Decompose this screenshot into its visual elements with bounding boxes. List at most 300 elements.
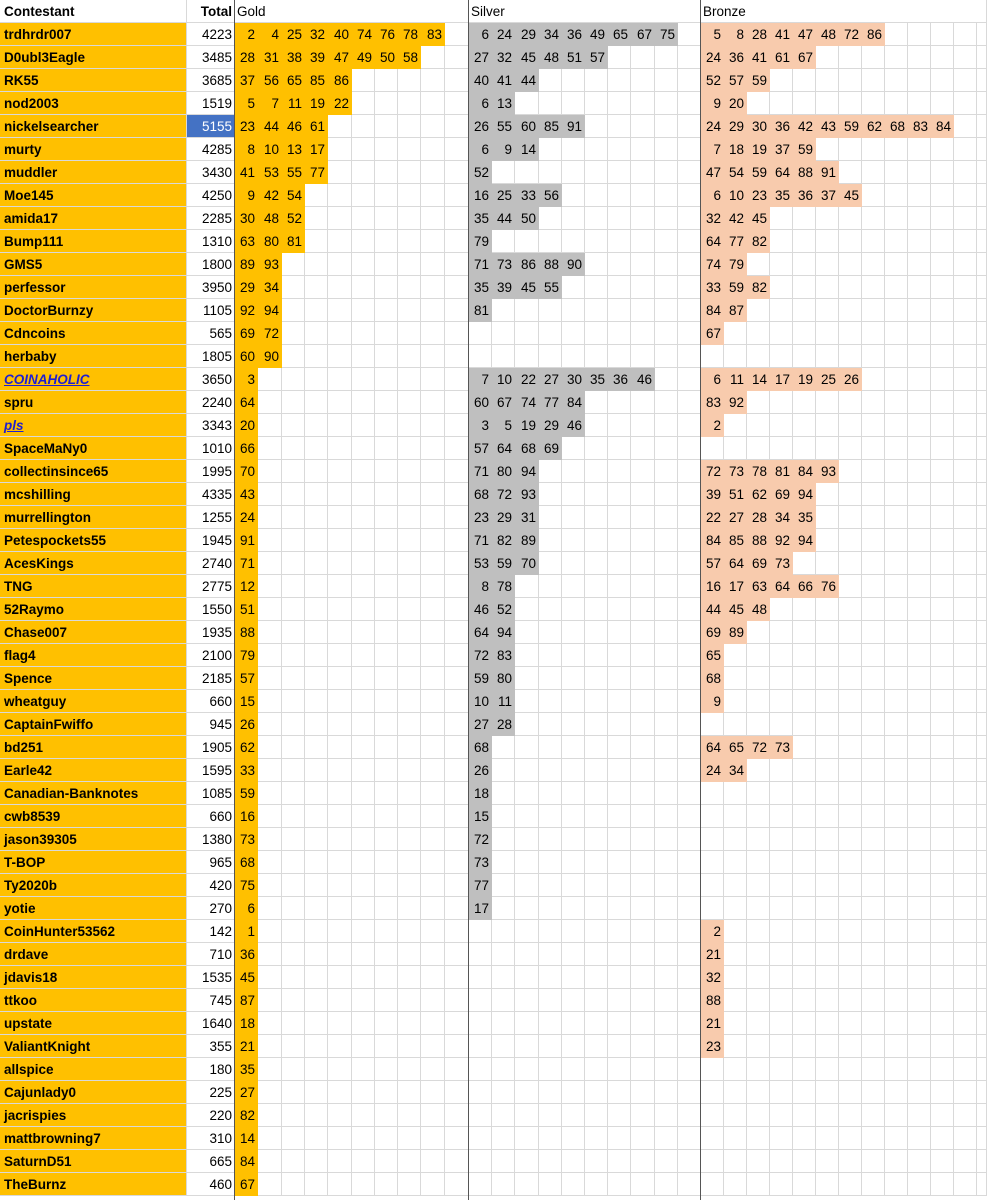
- contestant-name[interactable]: DoctorBurnzy: [0, 299, 187, 322]
- empty-cell[interactable]: [770, 230, 793, 253]
- empty-cell[interactable]: [585, 1104, 608, 1127]
- empty-cell[interactable]: [562, 437, 585, 460]
- empty-cell[interactable]: [747, 943, 770, 966]
- empty-cell[interactable]: [747, 874, 770, 897]
- empty-cell[interactable]: [862, 1150, 885, 1173]
- empty-cell[interactable]: [908, 598, 931, 621]
- empty-cell[interactable]: [469, 966, 492, 989]
- silver-value[interactable]: 18: [469, 782, 492, 805]
- empty-cell[interactable]: [954, 460, 977, 483]
- empty-cell[interactable]: [631, 736, 655, 759]
- silver-value[interactable]: 71: [469, 460, 492, 483]
- empty-cell[interactable]: [954, 437, 977, 460]
- empty-cell[interactable]: [631, 805, 655, 828]
- empty-cell[interactable]: [539, 207, 562, 230]
- gold-value[interactable]: 3: [235, 368, 258, 391]
- empty-cell[interactable]: [793, 253, 816, 276]
- empty-cell[interactable]: [562, 644, 585, 667]
- empty-cell[interactable]: [954, 552, 977, 575]
- gold-value[interactable]: 72: [258, 322, 282, 345]
- empty-cell[interactable]: [954, 874, 977, 897]
- bronze-value[interactable]: 64: [701, 230, 724, 253]
- empty-cell[interactable]: [282, 897, 305, 920]
- silver-value[interactable]: 10: [492, 368, 515, 391]
- bronze-value[interactable]: 17: [724, 575, 747, 598]
- empty-cell[interactable]: [421, 115, 445, 138]
- empty-cell[interactable]: [469, 1081, 492, 1104]
- silver-value[interactable]: 49: [585, 23, 608, 46]
- empty-cell[interactable]: [421, 667, 445, 690]
- empty-cell[interactable]: [585, 713, 608, 736]
- bronze-value[interactable]: 65: [701, 644, 724, 667]
- empty-cell[interactable]: [585, 575, 608, 598]
- empty-cell[interactable]: [678, 713, 701, 736]
- empty-cell[interactable]: [931, 874, 954, 897]
- empty-cell[interactable]: [608, 897, 631, 920]
- total-cell[interactable]: 142: [187, 920, 235, 943]
- bronze-value[interactable]: 14: [747, 368, 770, 391]
- empty-cell[interactable]: [678, 529, 701, 552]
- empty-cell[interactable]: [585, 414, 608, 437]
- bronze-value[interactable]: 67: [793, 46, 816, 69]
- empty-cell[interactable]: [305, 529, 328, 552]
- total-cell[interactable]: 2100: [187, 644, 235, 667]
- empty-cell[interactable]: [678, 851, 701, 874]
- silver-value[interactable]: 40: [469, 69, 492, 92]
- empty-cell[interactable]: [282, 667, 305, 690]
- empty-cell[interactable]: [908, 989, 931, 1012]
- bronze-value[interactable]: 84: [701, 529, 724, 552]
- empty-cell[interactable]: [421, 782, 445, 805]
- empty-cell[interactable]: [258, 966, 282, 989]
- empty-cell[interactable]: [678, 552, 701, 575]
- empty-cell[interactable]: [816, 46, 839, 69]
- empty-cell[interactable]: [608, 736, 631, 759]
- contestant-name[interactable]: murty: [0, 138, 187, 161]
- gold-value[interactable]: 14: [235, 1127, 258, 1150]
- empty-cell[interactable]: [539, 299, 562, 322]
- empty-cell[interactable]: [931, 552, 954, 575]
- empty-cell[interactable]: [539, 345, 562, 368]
- empty-cell[interactable]: [375, 1127, 398, 1150]
- empty-cell[interactable]: [539, 138, 562, 161]
- empty-cell[interactable]: [539, 92, 562, 115]
- total-cell[interactable]: 2740: [187, 552, 235, 575]
- empty-cell[interactable]: [931, 46, 954, 69]
- empty-cell[interactable]: [816, 138, 839, 161]
- empty-cell[interactable]: [839, 621, 862, 644]
- silver-value[interactable]: 14: [515, 138, 539, 161]
- empty-cell[interactable]: [515, 161, 539, 184]
- empty-cell[interactable]: [655, 115, 678, 138]
- bronze-value[interactable]: 88: [793, 161, 816, 184]
- empty-cell[interactable]: [954, 690, 977, 713]
- empty-cell[interactable]: [678, 828, 701, 851]
- empty-cell[interactable]: [608, 207, 631, 230]
- total-cell[interactable]: 1010: [187, 437, 235, 460]
- empty-cell[interactable]: [492, 1058, 515, 1081]
- empty-cell[interactable]: [398, 897, 421, 920]
- empty-cell[interactable]: [562, 1012, 585, 1035]
- empty-cell[interactable]: [398, 1012, 421, 1035]
- empty-cell[interactable]: [352, 115, 375, 138]
- empty-cell[interactable]: [398, 368, 421, 391]
- empty-cell[interactable]: [631, 621, 655, 644]
- empty-cell[interactable]: [282, 529, 305, 552]
- gold-value[interactable]: 30: [235, 207, 258, 230]
- empty-cell[interactable]: [885, 1012, 908, 1035]
- empty-cell[interactable]: [678, 345, 701, 368]
- empty-cell[interactable]: [398, 713, 421, 736]
- empty-cell[interactable]: [445, 92, 469, 115]
- empty-cell[interactable]: [375, 345, 398, 368]
- bronze-value[interactable]: 28: [747, 506, 770, 529]
- empty-cell[interactable]: [352, 1081, 375, 1104]
- empty-cell[interactable]: [631, 483, 655, 506]
- empty-cell[interactable]: [305, 920, 328, 943]
- empty-cell[interactable]: [862, 943, 885, 966]
- empty-cell[interactable]: [305, 782, 328, 805]
- total-cell[interactable]: 5155: [187, 115, 235, 138]
- empty-cell[interactable]: [908, 299, 931, 322]
- empty-cell[interactable]: [839, 253, 862, 276]
- empty-cell[interactable]: [793, 920, 816, 943]
- empty-cell[interactable]: [977, 1058, 987, 1081]
- empty-cell[interactable]: [608, 874, 631, 897]
- bronze-value[interactable]: 41: [770, 23, 793, 46]
- empty-cell[interactable]: [375, 437, 398, 460]
- empty-cell[interactable]: [977, 460, 987, 483]
- gold-value[interactable]: 16: [235, 805, 258, 828]
- empty-cell[interactable]: [954, 897, 977, 920]
- empty-cell[interactable]: [816, 1081, 839, 1104]
- empty-cell[interactable]: [539, 759, 562, 782]
- silver-value[interactable]: 15: [469, 805, 492, 828]
- empty-cell[interactable]: [469, 1104, 492, 1127]
- empty-cell[interactable]: [770, 667, 793, 690]
- bronze-value[interactable]: 94: [793, 483, 816, 506]
- empty-cell[interactable]: [282, 1173, 305, 1196]
- empty-cell[interactable]: [258, 598, 282, 621]
- gold-value[interactable]: 76: [375, 23, 398, 46]
- gold-value[interactable]: 40: [328, 23, 352, 46]
- empty-cell[interactable]: [492, 966, 515, 989]
- bronze-value[interactable]: 64: [770, 161, 793, 184]
- gold-value[interactable]: 52: [282, 207, 305, 230]
- empty-cell[interactable]: [631, 69, 655, 92]
- empty-cell[interactable]: [282, 483, 305, 506]
- bronze-value[interactable]: 82: [747, 230, 770, 253]
- bronze-value[interactable]: 64: [724, 552, 747, 575]
- empty-cell[interactable]: [608, 276, 631, 299]
- silver-value[interactable]: 44: [515, 69, 539, 92]
- empty-cell[interactable]: [282, 690, 305, 713]
- empty-cell[interactable]: [908, 253, 931, 276]
- empty-cell[interactable]: [398, 943, 421, 966]
- empty-cell[interactable]: [282, 460, 305, 483]
- empty-cell[interactable]: [469, 1012, 492, 1035]
- empty-cell[interactable]: [421, 828, 445, 851]
- bronze-value[interactable]: 39: [701, 483, 724, 506]
- empty-cell[interactable]: [562, 736, 585, 759]
- gold-value[interactable]: 70: [235, 460, 258, 483]
- empty-cell[interactable]: [562, 598, 585, 621]
- empty-cell[interactable]: [631, 1012, 655, 1035]
- empty-cell[interactable]: [608, 184, 631, 207]
- bronze-value[interactable]: 74: [701, 253, 724, 276]
- empty-cell[interactable]: [885, 161, 908, 184]
- empty-cell[interactable]: [977, 437, 987, 460]
- empty-cell[interactable]: [398, 1173, 421, 1196]
- silver-value[interactable]: 70: [515, 552, 539, 575]
- empty-cell[interactable]: [282, 1127, 305, 1150]
- contestant-name[interactable]: wheatguy: [0, 690, 187, 713]
- silver-value[interactable]: 29: [539, 414, 562, 437]
- empty-cell[interactable]: [678, 161, 701, 184]
- contestant-name[interactable]: pls: [0, 414, 187, 437]
- empty-cell[interactable]: [352, 1127, 375, 1150]
- empty-cell[interactable]: [562, 506, 585, 529]
- bronze-value[interactable]: 35: [793, 506, 816, 529]
- empty-cell[interactable]: [655, 391, 678, 414]
- empty-cell[interactable]: [954, 920, 977, 943]
- empty-cell[interactable]: [885, 713, 908, 736]
- empty-cell[interactable]: [885, 943, 908, 966]
- empty-cell[interactable]: [816, 759, 839, 782]
- empty-cell[interactable]: [885, 437, 908, 460]
- empty-cell[interactable]: [770, 1081, 793, 1104]
- empty-cell[interactable]: [885, 828, 908, 851]
- empty-cell[interactable]: [352, 552, 375, 575]
- empty-cell[interactable]: [793, 667, 816, 690]
- empty-cell[interactable]: [954, 1081, 977, 1104]
- empty-cell[interactable]: [839, 920, 862, 943]
- silver-value[interactable]: 65: [608, 23, 631, 46]
- empty-cell[interactable]: [539, 690, 562, 713]
- empty-cell[interactable]: [421, 437, 445, 460]
- empty-cell[interactable]: [375, 506, 398, 529]
- empty-cell[interactable]: [885, 23, 908, 46]
- empty-cell[interactable]: [328, 989, 352, 1012]
- gold-value[interactable]: 80: [258, 230, 282, 253]
- bronze-value[interactable]: 73: [724, 460, 747, 483]
- empty-cell[interactable]: [608, 69, 631, 92]
- silver-value[interactable]: 80: [492, 667, 515, 690]
- empty-cell[interactable]: [398, 782, 421, 805]
- empty-cell[interactable]: [562, 138, 585, 161]
- empty-cell[interactable]: [770, 644, 793, 667]
- empty-cell[interactable]: [608, 161, 631, 184]
- empty-cell[interactable]: [655, 713, 678, 736]
- empty-cell[interactable]: [585, 230, 608, 253]
- total-cell[interactable]: 565: [187, 322, 235, 345]
- empty-cell[interactable]: [562, 299, 585, 322]
- gold-value[interactable]: 78: [398, 23, 421, 46]
- empty-cell[interactable]: [631, 920, 655, 943]
- empty-cell[interactable]: [282, 989, 305, 1012]
- empty-cell[interactable]: [445, 529, 469, 552]
- empty-cell[interactable]: [539, 506, 562, 529]
- empty-cell[interactable]: [631, 529, 655, 552]
- empty-cell[interactable]: [305, 1058, 328, 1081]
- contestant-name[interactable]: cwb8539: [0, 805, 187, 828]
- silver-value[interactable]: 86: [515, 253, 539, 276]
- empty-cell[interactable]: [608, 92, 631, 115]
- gold-value[interactable]: 86: [328, 69, 352, 92]
- empty-cell[interactable]: [562, 92, 585, 115]
- empty-cell[interactable]: [954, 644, 977, 667]
- empty-cell[interactable]: [585, 621, 608, 644]
- empty-cell[interactable]: [421, 46, 445, 69]
- bronze-value[interactable]: 9: [701, 92, 724, 115]
- gold-value[interactable]: 61: [305, 115, 328, 138]
- empty-cell[interactable]: [421, 943, 445, 966]
- empty-cell[interactable]: [931, 897, 954, 920]
- empty-cell[interactable]: [539, 1150, 562, 1173]
- empty-cell[interactable]: [770, 345, 793, 368]
- empty-cell[interactable]: [839, 1127, 862, 1150]
- bronze-value[interactable]: 44: [701, 598, 724, 621]
- contestant-name[interactable]: Bump111: [0, 230, 187, 253]
- empty-cell[interactable]: [655, 1058, 678, 1081]
- empty-cell[interactable]: [816, 989, 839, 1012]
- empty-cell[interactable]: [562, 1035, 585, 1058]
- empty-cell[interactable]: [678, 391, 701, 414]
- empty-cell[interactable]: [678, 759, 701, 782]
- empty-cell[interactable]: [562, 1150, 585, 1173]
- empty-cell[interactable]: [305, 690, 328, 713]
- silver-value[interactable]: 52: [492, 598, 515, 621]
- gold-value[interactable]: 54: [282, 184, 305, 207]
- empty-cell[interactable]: [328, 736, 352, 759]
- empty-cell[interactable]: [539, 736, 562, 759]
- total-cell[interactable]: 1519: [187, 92, 235, 115]
- bronze-value[interactable]: 36: [770, 115, 793, 138]
- total-cell[interactable]: 1935: [187, 621, 235, 644]
- empty-cell[interactable]: [862, 1035, 885, 1058]
- empty-cell[interactable]: [305, 460, 328, 483]
- silver-value[interactable]: 26: [469, 759, 492, 782]
- empty-cell[interactable]: [678, 575, 701, 598]
- empty-cell[interactable]: [908, 851, 931, 874]
- empty-cell[interactable]: [839, 437, 862, 460]
- total-cell[interactable]: 3485: [187, 46, 235, 69]
- empty-cell[interactable]: [562, 690, 585, 713]
- empty-cell[interactable]: [885, 276, 908, 299]
- empty-cell[interactable]: [258, 943, 282, 966]
- empty-cell[interactable]: [258, 1035, 282, 1058]
- empty-cell[interactable]: [631, 874, 655, 897]
- empty-cell[interactable]: [931, 1081, 954, 1104]
- empty-cell[interactable]: [655, 437, 678, 460]
- empty-cell[interactable]: [539, 460, 562, 483]
- bronze-value[interactable]: 28: [747, 23, 770, 46]
- bronze-value[interactable]: 81: [770, 460, 793, 483]
- empty-cell[interactable]: [816, 207, 839, 230]
- empty-cell[interactable]: [585, 598, 608, 621]
- empty-cell[interactable]: [724, 920, 747, 943]
- empty-cell[interactable]: [724, 1081, 747, 1104]
- empty-cell[interactable]: [631, 1173, 655, 1196]
- contestant-name[interactable]: AcesKings: [0, 552, 187, 575]
- empty-cell[interactable]: [839, 1173, 862, 1196]
- empty-cell[interactable]: [608, 437, 631, 460]
- empty-cell[interactable]: [539, 966, 562, 989]
- empty-cell[interactable]: [770, 69, 793, 92]
- empty-cell[interactable]: [655, 644, 678, 667]
- empty-cell[interactable]: [375, 644, 398, 667]
- empty-cell[interactable]: [862, 529, 885, 552]
- contestant-name[interactable]: Chase007: [0, 621, 187, 644]
- empty-cell[interactable]: [655, 575, 678, 598]
- empty-cell[interactable]: [398, 345, 421, 368]
- empty-cell[interactable]: [954, 161, 977, 184]
- gold-value[interactable]: 55: [282, 161, 305, 184]
- total-cell[interactable]: 1800: [187, 253, 235, 276]
- silver-value[interactable]: 41: [492, 69, 515, 92]
- empty-cell[interactable]: [539, 667, 562, 690]
- empty-cell[interactable]: [445, 322, 469, 345]
- empty-cell[interactable]: [839, 483, 862, 506]
- empty-cell[interactable]: [375, 207, 398, 230]
- empty-cell[interactable]: [398, 828, 421, 851]
- empty-cell[interactable]: [793, 1035, 816, 1058]
- empty-cell[interactable]: [816, 1058, 839, 1081]
- silver-value[interactable]: 64: [492, 437, 515, 460]
- empty-cell[interactable]: [770, 92, 793, 115]
- empty-cell[interactable]: [954, 69, 977, 92]
- silver-value[interactable]: 80: [492, 460, 515, 483]
- empty-cell[interactable]: [931, 483, 954, 506]
- empty-cell[interactable]: [585, 759, 608, 782]
- empty-cell[interactable]: [678, 874, 701, 897]
- empty-cell[interactable]: [701, 1104, 724, 1127]
- bronze-value[interactable]: 72: [839, 23, 862, 46]
- empty-cell[interactable]: [421, 552, 445, 575]
- contestant-name[interactable]: Ty2020b: [0, 874, 187, 897]
- empty-cell[interactable]: [305, 230, 328, 253]
- empty-cell[interactable]: [770, 391, 793, 414]
- empty-cell[interactable]: [954, 1035, 977, 1058]
- empty-cell[interactable]: [701, 1150, 724, 1173]
- empty-cell[interactable]: [328, 1081, 352, 1104]
- empty-cell[interactable]: [655, 851, 678, 874]
- empty-cell[interactable]: [701, 1081, 724, 1104]
- empty-cell[interactable]: [770, 713, 793, 736]
- empty-cell[interactable]: [328, 276, 352, 299]
- empty-cell[interactable]: [678, 1127, 701, 1150]
- empty-cell[interactable]: [678, 299, 701, 322]
- empty-cell[interactable]: [421, 253, 445, 276]
- empty-cell[interactable]: [398, 989, 421, 1012]
- empty-cell[interactable]: [977, 276, 987, 299]
- contestant-name[interactable]: mcshilling: [0, 483, 187, 506]
- empty-cell[interactable]: [793, 1058, 816, 1081]
- silver-value[interactable]: 77: [469, 874, 492, 897]
- empty-cell[interactable]: [977, 966, 987, 989]
- empty-cell[interactable]: [328, 1012, 352, 1035]
- empty-cell[interactable]: [421, 989, 445, 1012]
- empty-cell[interactable]: [445, 115, 469, 138]
- empty-cell[interactable]: [258, 713, 282, 736]
- empty-cell[interactable]: [515, 345, 539, 368]
- total-cell[interactable]: 745: [187, 989, 235, 1012]
- empty-cell[interactable]: [352, 759, 375, 782]
- empty-cell[interactable]: [770, 598, 793, 621]
- empty-cell[interactable]: [885, 92, 908, 115]
- empty-cell[interactable]: [445, 1173, 469, 1196]
- empty-cell[interactable]: [770, 1150, 793, 1173]
